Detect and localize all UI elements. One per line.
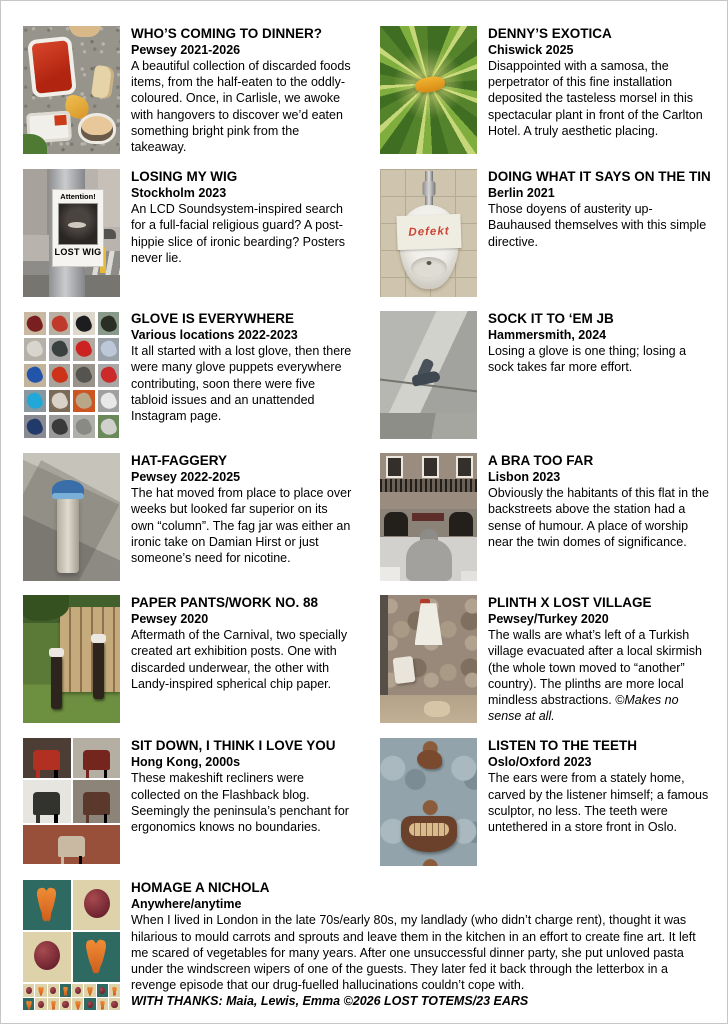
mini-carrot-tile [84, 984, 95, 997]
burger-bun-shape [81, 116, 113, 141]
recliner-photo-cell [23, 825, 120, 864]
window-shape [422, 456, 439, 478]
entry-text [488, 26, 711, 155]
hat-shape [52, 480, 84, 499]
glove-photo-cell [73, 364, 95, 387]
mini-onion-tile [48, 984, 59, 997]
entry-text [131, 311, 354, 439]
entry-a-bra-too-far [380, 453, 711, 581]
mini-onion-tile [84, 998, 95, 1010]
glove-photo-cell [49, 415, 71, 438]
entry-description: The hat moved from place to place over weeks but looked far superior on its own “column”. The fag jar was either an ironic take on Damian Hirst or just someone’s need for nicotine. [131, 486, 352, 566]
entry-title: GLOVE IS EVERYWHERE [131, 311, 295, 327]
entry-dennys-exotica [380, 26, 711, 155]
onion-tile [23, 932, 71, 982]
entry-sock-it-to-em [380, 311, 711, 439]
row-2 [23, 169, 711, 297]
bra-facade-photo [380, 453, 477, 581]
figure-back-shape [406, 539, 452, 581]
bed-shape [380, 567, 400, 581]
entry-description: These makeshift recliners were collected on the Flashback blog. Seemingly the peninsula’s penchant for ergonomics knows no boundaries. [131, 771, 349, 835]
bread-slice-shape [91, 65, 115, 99]
carved-ear-shape [417, 750, 442, 769]
dentures-shape [401, 816, 457, 852]
row-6 [23, 738, 711, 866]
entry-subtitle: Hammersmith, 2024 [488, 328, 607, 343]
recliner-photo-cell [23, 738, 71, 778]
entry-title: HAT-FAGGERY [131, 453, 228, 469]
entry-description: The ears were from a stately home, carved by the listener himself; a famous sculptor, no less. The teeth were untethered in a store front in Oslo. [488, 771, 709, 835]
plinth-shape [415, 603, 443, 645]
samosa-plant-photo [380, 26, 477, 154]
entry-text [131, 26, 354, 155]
window-shape [456, 456, 473, 478]
plinth-shape [392, 656, 415, 684]
mini-onion-tile [23, 984, 34, 997]
glove-photo-cell [73, 338, 95, 361]
entry-text [131, 738, 354, 866]
recliner-photo-cell [73, 738, 121, 778]
food-litter-photo [23, 26, 120, 154]
row-5 [23, 595, 711, 724]
recliner-photo-cell [73, 780, 121, 823]
entry-title: LISTEN TO THE TEETH [488, 738, 638, 754]
glove-photo-cell [24, 312, 46, 335]
lost-wig-poster [52, 189, 104, 267]
entry-text [131, 880, 711, 1010]
entry-title: LOSING MY WIG [131, 169, 238, 185]
doorway-shape [449, 512, 473, 536]
entry-description: Disappointed with a samosa, the perpetrator of this fine installation deposited the tasteless morsel in this spectacular plant in front of the Carlton Hotel. A truly aesthetic placing. [488, 59, 703, 138]
entry-title: PAPER PANTS/WORK NO. 88 [131, 595, 319, 611]
entry-text [488, 595, 711, 724]
entry-description: An LCD Soundsystem-inspired search for a full-facial religious guard? A post-hippie slice of ironic bearding? Posters never lie. [131, 202, 346, 265]
defekt-urinal-photo [380, 169, 477, 297]
entry-description: Aftermath of the Carnival, two specially created art exhibition posts. One with discarded underwear, the other with Landy-inspired spherical chip paper. [131, 628, 348, 691]
exhibition-post-shape [93, 641, 104, 699]
bread-crust-shape [69, 26, 101, 37]
row-4 [23, 453, 711, 581]
glove-photo-cell [73, 390, 95, 413]
entry-subtitle: Various locations 2022-2023 [131, 328, 298, 343]
poster-title: LOST WIG [54, 247, 102, 258]
entry-description: It all started with a lost glove, then there were many glove puppets everywhere contributing, soon there were five tabloid issues and an unattended Instagram page. [131, 344, 352, 424]
mini-carrot-tile [48, 998, 59, 1010]
building-left-shape [23, 169, 49, 235]
sock-foot-shape [411, 370, 441, 387]
plinth-wall-photo [380, 595, 477, 723]
onion-tile [73, 880, 121, 930]
mini-carrot-tile [35, 984, 46, 997]
glove-photo-cell [24, 338, 46, 361]
carrot-strip [23, 984, 120, 1010]
row-3 [23, 311, 711, 439]
recliners-collage-photo [23, 738, 120, 866]
glove-photo-cell [98, 338, 120, 361]
entry-subtitle: Hong Kong, 2000s [131, 755, 241, 770]
entry-subtitle: Oslo/Oxford 2023 [488, 755, 592, 770]
entry-title: DENNY’S EXOTICA [488, 26, 612, 41]
entry-subtitle: Pewsey 2021-2026 [131, 43, 241, 57]
entry-whos-coming-to-dinner [23, 26, 354, 155]
doorway-shape [384, 512, 408, 536]
glove-grid-photo [23, 311, 120, 439]
glove-photo-cell [24, 364, 46, 387]
urinal-note-text: Defekt [407, 225, 450, 239]
entry-title: DOING WHAT IT SAYS ON THE TIN [488, 169, 711, 185]
entry-description-italic: ©Makes no sense at all. [488, 693, 679, 724]
credits-line: WITH THANKS: Maia, Lewis, Emma ©2026 LOST TOTEMS/23 EARS [131, 994, 529, 1009]
window-shape [386, 456, 403, 478]
glove-photo-cell [49, 390, 71, 413]
mini-onion-tile [60, 998, 71, 1010]
mini-onion-tile [109, 998, 120, 1010]
wig-photo-shape [58, 203, 98, 245]
glove-photo-cell [73, 415, 95, 438]
entry-text [488, 169, 711, 297]
recliner-photo-cell [23, 780, 71, 823]
mini-carrot-tile [109, 984, 120, 997]
mini-onion-tile [72, 984, 83, 997]
entry-title: SIT DOWN, I THINK I LOVE YOU [131, 738, 336, 754]
row-1 [23, 26, 711, 155]
entry-homage-a-nichola [23, 880, 711, 1010]
lost-sock-photo [380, 311, 477, 439]
entry-title: PLINTH X LOST VILLAGE [488, 595, 652, 611]
drain-shape [426, 261, 431, 265]
entry-subtitle: Anywhere/anytime [131, 897, 242, 912]
entry-title: A BRA TOO FAR [488, 453, 594, 469]
entry-sit-down [23, 738, 354, 866]
glove-photo-cell [49, 312, 71, 335]
entry-subtitle: Stockholm 2023 [131, 186, 227, 201]
entry-text [131, 169, 354, 297]
entry-description: Obviously the habitants of this flat in the backstreets above the station had a sense of humour. A place of worship near the twin domes of significance. [488, 486, 709, 549]
entry-losing-my-wig [23, 169, 354, 297]
entry-paper-pants [23, 595, 354, 724]
glove-photo-cell [49, 338, 71, 361]
entry-title: SOCK IT TO ‘EM JB [488, 311, 614, 327]
carrot-tile [23, 880, 71, 930]
flush-valve-shape [422, 181, 435, 196]
entry-text [131, 595, 354, 724]
post-shape [57, 497, 79, 573]
entry-text [488, 453, 711, 581]
exhibition-post-shape [51, 655, 62, 709]
entry-text [488, 311, 711, 439]
teeth-photo [380, 738, 477, 866]
entry-subtitle: Pewsey 2022-2025 [131, 470, 241, 485]
samosa-shape [414, 75, 446, 95]
wood-fence-shape [60, 607, 120, 691]
entry-description: A beautiful collection of discarded foods items, from the half-eaten to the oddly-coloured. Once, in Carlisle, we awoke with hangovers to discover we’d eaten something bright pink from the takeaway. [131, 59, 351, 155]
mini-onion-tile [35, 998, 46, 1010]
entry-hat-faggery [23, 453, 354, 581]
bed-shape [461, 571, 477, 581]
defekt-note [396, 214, 461, 250]
entry-subtitle: Chiswick 2025 [488, 43, 574, 57]
entry-plinth-lost-village [380, 595, 711, 724]
fence-posts-photo [23, 595, 120, 723]
row-7 [23, 880, 711, 1010]
glove-photo-cell [73, 312, 95, 335]
poster-heading: Attention! [60, 192, 96, 202]
entry-title: WHO’S COMING TO DINNER? [131, 26, 322, 41]
entry-doing-what-it-says [380, 169, 711, 297]
hat-on-post-photo [23, 453, 120, 581]
entry-description: When I lived in London in the late 70s/early 80s, my landlady (who didn’t charge rent), thought it was hilarious to mould carrots and sprouts and leave them in the kitchen in an effort to create fine art. It left me scared of vegetables for many years. After one unsuccessful dinner party, she put unloved pasta under the windscreen wipers of one of the guests. They later fed it back through the letterbox in a revenge episode that our drug-fuelled hallucinations couldn’t cope with. [131, 913, 696, 993]
glove-photo-cell [98, 415, 120, 438]
collage-grid [23, 880, 120, 982]
carrot-onion-collage-photo [23, 880, 120, 1010]
mini-carrot-tile [60, 984, 71, 997]
entry-listen-to-the-teeth [380, 738, 711, 866]
glove-photo-cell [98, 390, 120, 413]
mini-carrot-tile [72, 998, 83, 1010]
entry-subtitle: Pewsey 2020 [131, 612, 209, 627]
entry-text [131, 453, 354, 581]
glove-photo-cell [24, 415, 46, 438]
entry-text [488, 738, 711, 866]
entry-subtitle: Pewsey/Turkey 2020 [488, 612, 609, 627]
glove-photo-cell [24, 390, 46, 413]
balcony-railing-shape [380, 479, 477, 492]
entry-description: The walls are what’s left of a Turkish village evacuated after a local skirmish (the whole town moved to “another” country). The plinths are more local mindless abstractions. ©Makes no sense at all. [488, 628, 702, 724]
facade-shape [380, 453, 477, 509]
carrot-tile [73, 932, 121, 982]
entry-subtitle: Berlin 2021 [488, 186, 555, 201]
entry-description: Those doyens of austerity up-Bauhaused themselves with this simple directive. [488, 202, 707, 249]
entry-glove-is-everywhere [23, 311, 354, 439]
entry-title: HOMAGE A NICHOLA [131, 880, 270, 896]
mini-carrot-tile [97, 998, 108, 1010]
sign-shape [412, 513, 444, 521]
glove-photo-cell [98, 312, 120, 335]
entry-description: Losing a glove is one thing; losing a sock takes far more effort. [488, 344, 687, 375]
lost-wig-poster-photo [23, 169, 120, 297]
mini-onion-tile [97, 984, 108, 997]
mini-carrot-tile [23, 998, 34, 1010]
stone-shape [424, 701, 450, 717]
glove-photo-cell [49, 364, 71, 387]
entry-subtitle: Lisbon 2023 [488, 470, 561, 485]
glove-photo-cell [98, 364, 120, 387]
jelly-block-shape [27, 36, 77, 98]
